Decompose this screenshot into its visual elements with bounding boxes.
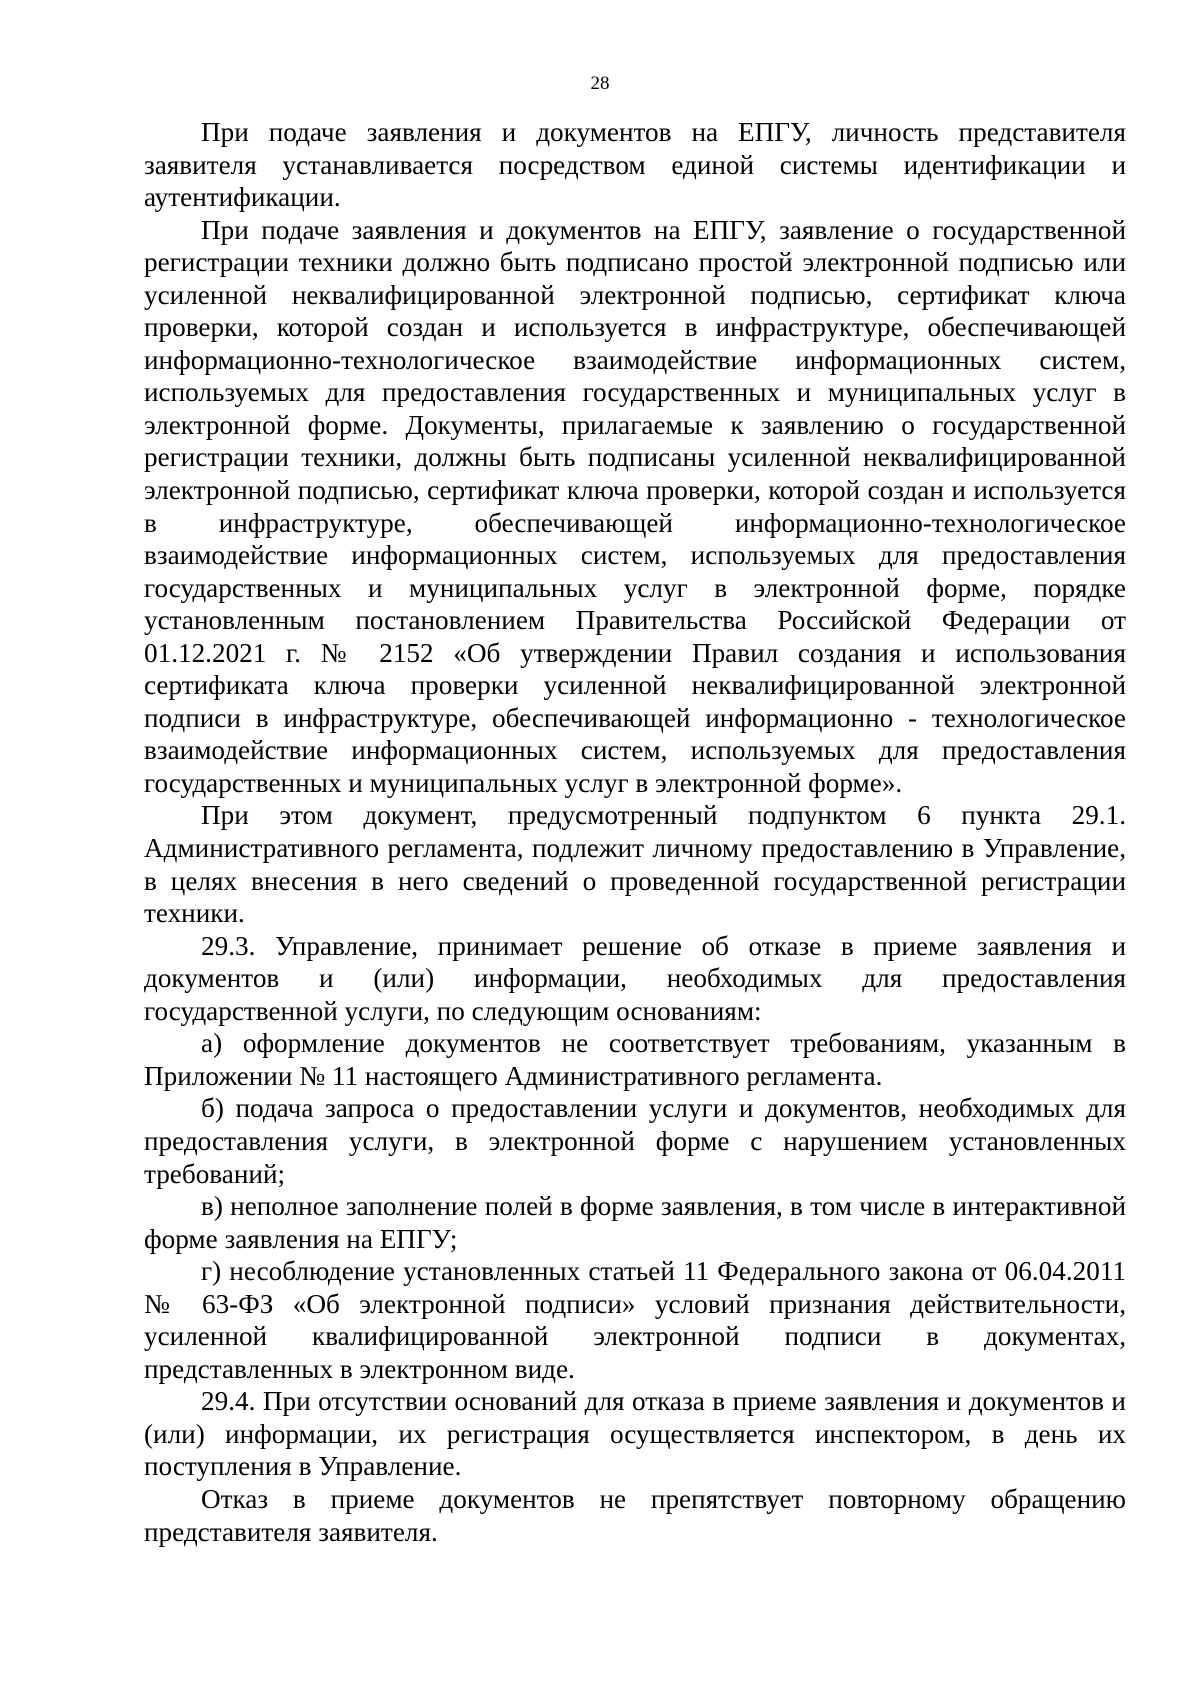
paragraph-29-3: 29.3. Управление, принимает решение об отказе в приеме заявления и документов и (или) информации, необходимых для предоставления государственной услуги, по следующим основаниям: <box>144 930 1126 1026</box>
list-item-g: г) несоблюдение установленных статьей 11 Федерального закона от 06.04.2011 № 63-ФЗ «Об электронной подписи» условий признания действительности, усиленной квалифицированной электронной подписи в документах, представленных в электронном виде. <box>144 1256 1126 1384</box>
document-body <box>144 116 1126 1548</box>
paragraph-29-4: 29.4. При отсутствии оснований для отказа в приеме заявления и документов и (или) информации, их регистрация осуществляется инспектором, в день их поступления в Управление. <box>144 1386 1126 1482</box>
paragraph-identification: При подаче заявления и документов на ЕПГУ, личность представителя заявителя устанавливается посредством единой системы идентификации и аутентификации. <box>144 117 1126 213</box>
paragraph-personal-submission: При этом документ, предусмотренный подпунктом 6 пункта 29.1. Административного регламента, подлежит личному предоставлению в Управление, в целях внесения в него сведений о проведенной государственной регистрации техники. <box>144 800 1126 929</box>
paragraph-electronic-signature: При подаче заявления и документов на ЕПГУ, заявление о государственной регистрации техники должно быть подписано простой электронной подписью или усиленной неквалифицированной электронной подписью, сертификат ключа проверки, которой создан и используется в инфраструктуре, обеспечивающей информационно-технологическое взаимодействие информационных систем, используемых для предоставления государственных и муниципальных услуг в электронной форме. Документы, прилагаемые к заявлению о государственной регистрации техники, должны быть подписаны усиленной неквалифицированной электронной подписью, сертификат ключа проверки, которой создан и используется в инфраструктуре, обеспечивающей информационно-технологическое взаимодействие информационных систем, используемых для предоставления государственных и муниципальных услуг в электронной форме, порядке установленным постановлением Правительства Российской Федерации от 01.12.2021 г. № 2152 «Об утверждении Правил создания и использования сертификата ключа проверки усиленной неквалифицированной электронной подписи в инфраструктуре, обеспечивающей информационно - технологическое взаимодействие информационных систем, используемых для предоставления государственных и муниципальных услуг в электронной форме». <box>144 214 1126 798</box>
paragraph-refusal: Отказ в приеме документов не препятствует повторному обращению представителя заявителя. <box>144 1483 1126 1547</box>
list-item-b: б) подача запроса о предоставлении услуги и документов, необходимых для предоставления услуги, в электронной форме с нарушением установленных требований; <box>144 1093 1126 1189</box>
list-item-v: в) неполное заполнение полей в форме заявления, в том числе в интерактивной форме заявления на ЕПГУ; <box>144 1191 1126 1254</box>
list-item-a: а) оформление документов не соответствует требованиям, указанным в Приложении № 11 настоящего Административного регламента. <box>144 1028 1126 1091</box>
page-number: 28 <box>590 73 610 94</box>
